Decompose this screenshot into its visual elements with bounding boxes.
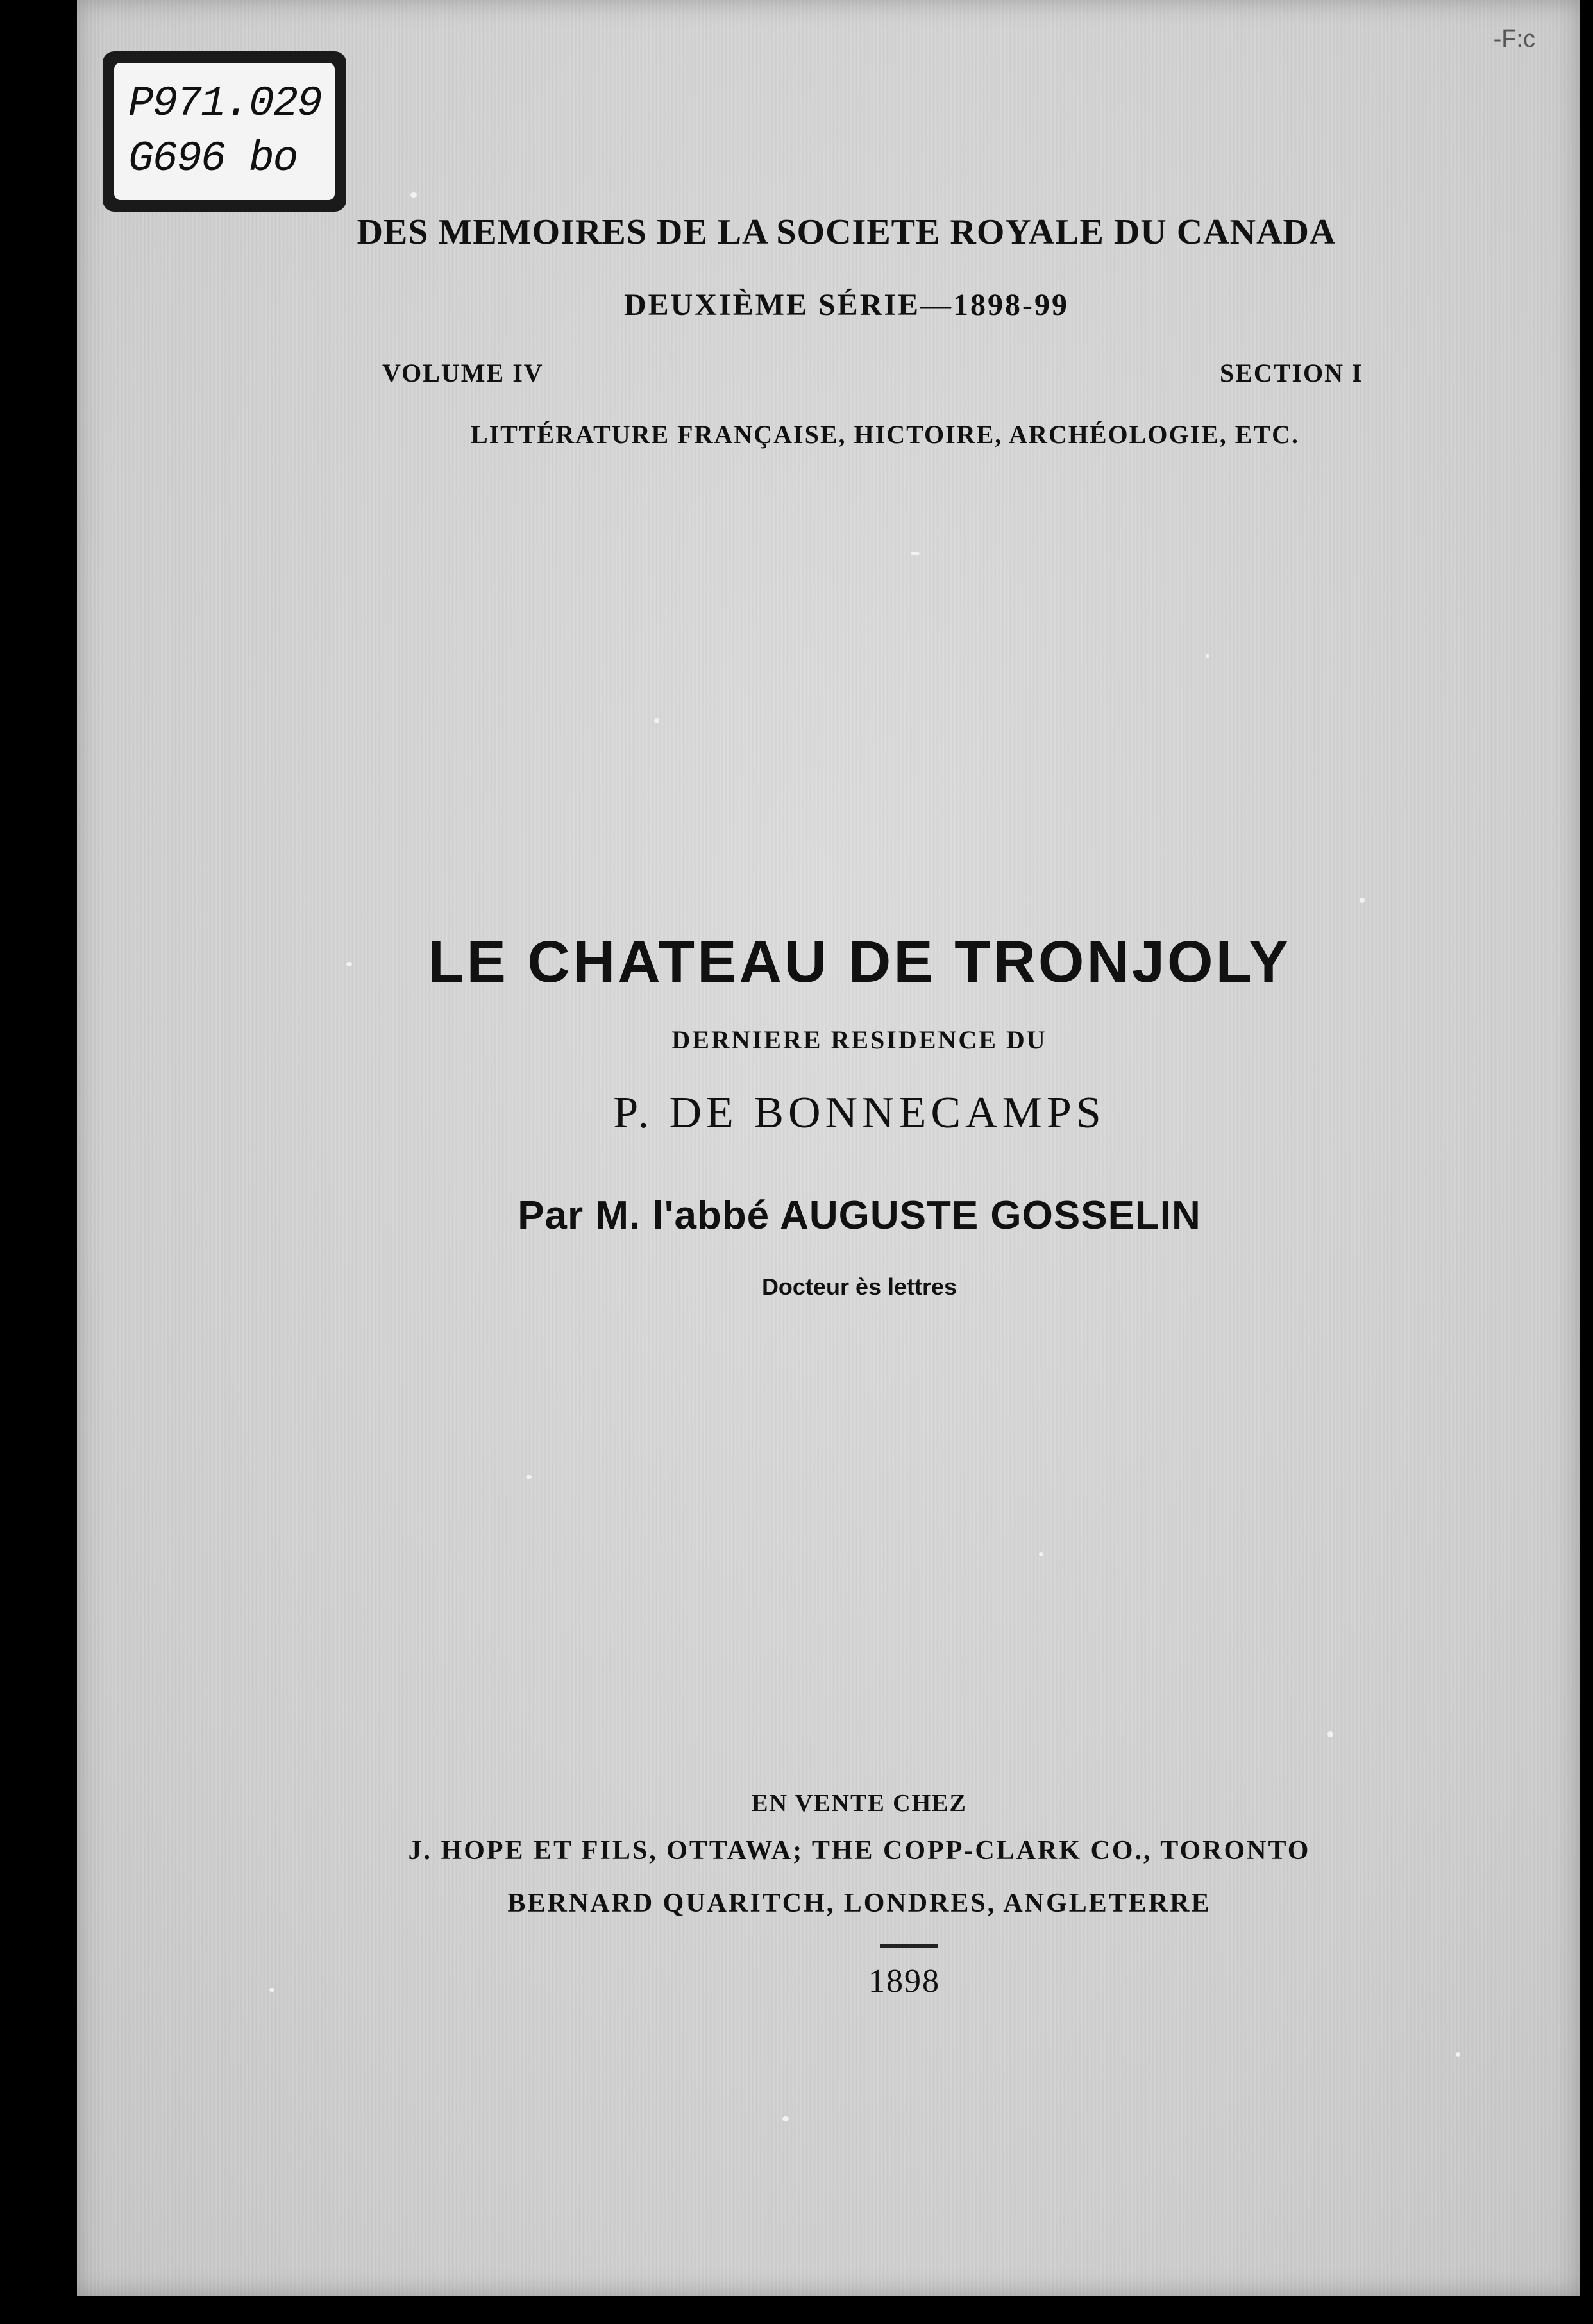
divider-rule [880, 1944, 938, 1948]
work-title: LE CHATEAU DE TRONJOLY [428, 929, 1291, 995]
call-number-label [114, 63, 335, 200]
author-degree: Docteur ès lettres [761, 1274, 957, 1300]
sale-publishers-line2: BERNARD QUARITCH, LONDRES, ANGLETERRE [507, 1889, 1211, 1918]
corner-handwritten-mark: -F:c [1493, 26, 1535, 53]
call-number-line2: G696 bo [128, 135, 298, 183]
series-subjects: LITTÉRATURE FRANÇAISE, HICTOIRE, ARCHÉOLOGIE, ETC. [470, 420, 1300, 449]
work-author: Par M. l'abbé AUGUSTE GOSSELIN [518, 1193, 1201, 1238]
series-title: DES MEMOIRES DE LA SOCIETE ROYALE DU CANADA [357, 212, 1336, 252]
work-person: P. DE BONNECAMPS [613, 1088, 1106, 1138]
section-label: SECTION I [1220, 358, 1363, 387]
series-subtitle: DEUXIÈME SÉRIE—1898-99 [623, 288, 1070, 322]
publication-year: 1898 [868, 1963, 940, 2000]
call-number-line1: P971.029 [128, 80, 321, 128]
document-page [77, 0, 1580, 2296]
work-subtitle: DERNIERE RESIDENCE DU [671, 1025, 1047, 1054]
volume-label: VOLUME IV [382, 358, 544, 387]
sale-heading: EN VENTE CHEZ [752, 1790, 967, 1817]
sale-publishers-line1: J. HOPE ET FILS, OTTAWA; THE COPP-CLARK CO., TORONTO [408, 1836, 1311, 1865]
